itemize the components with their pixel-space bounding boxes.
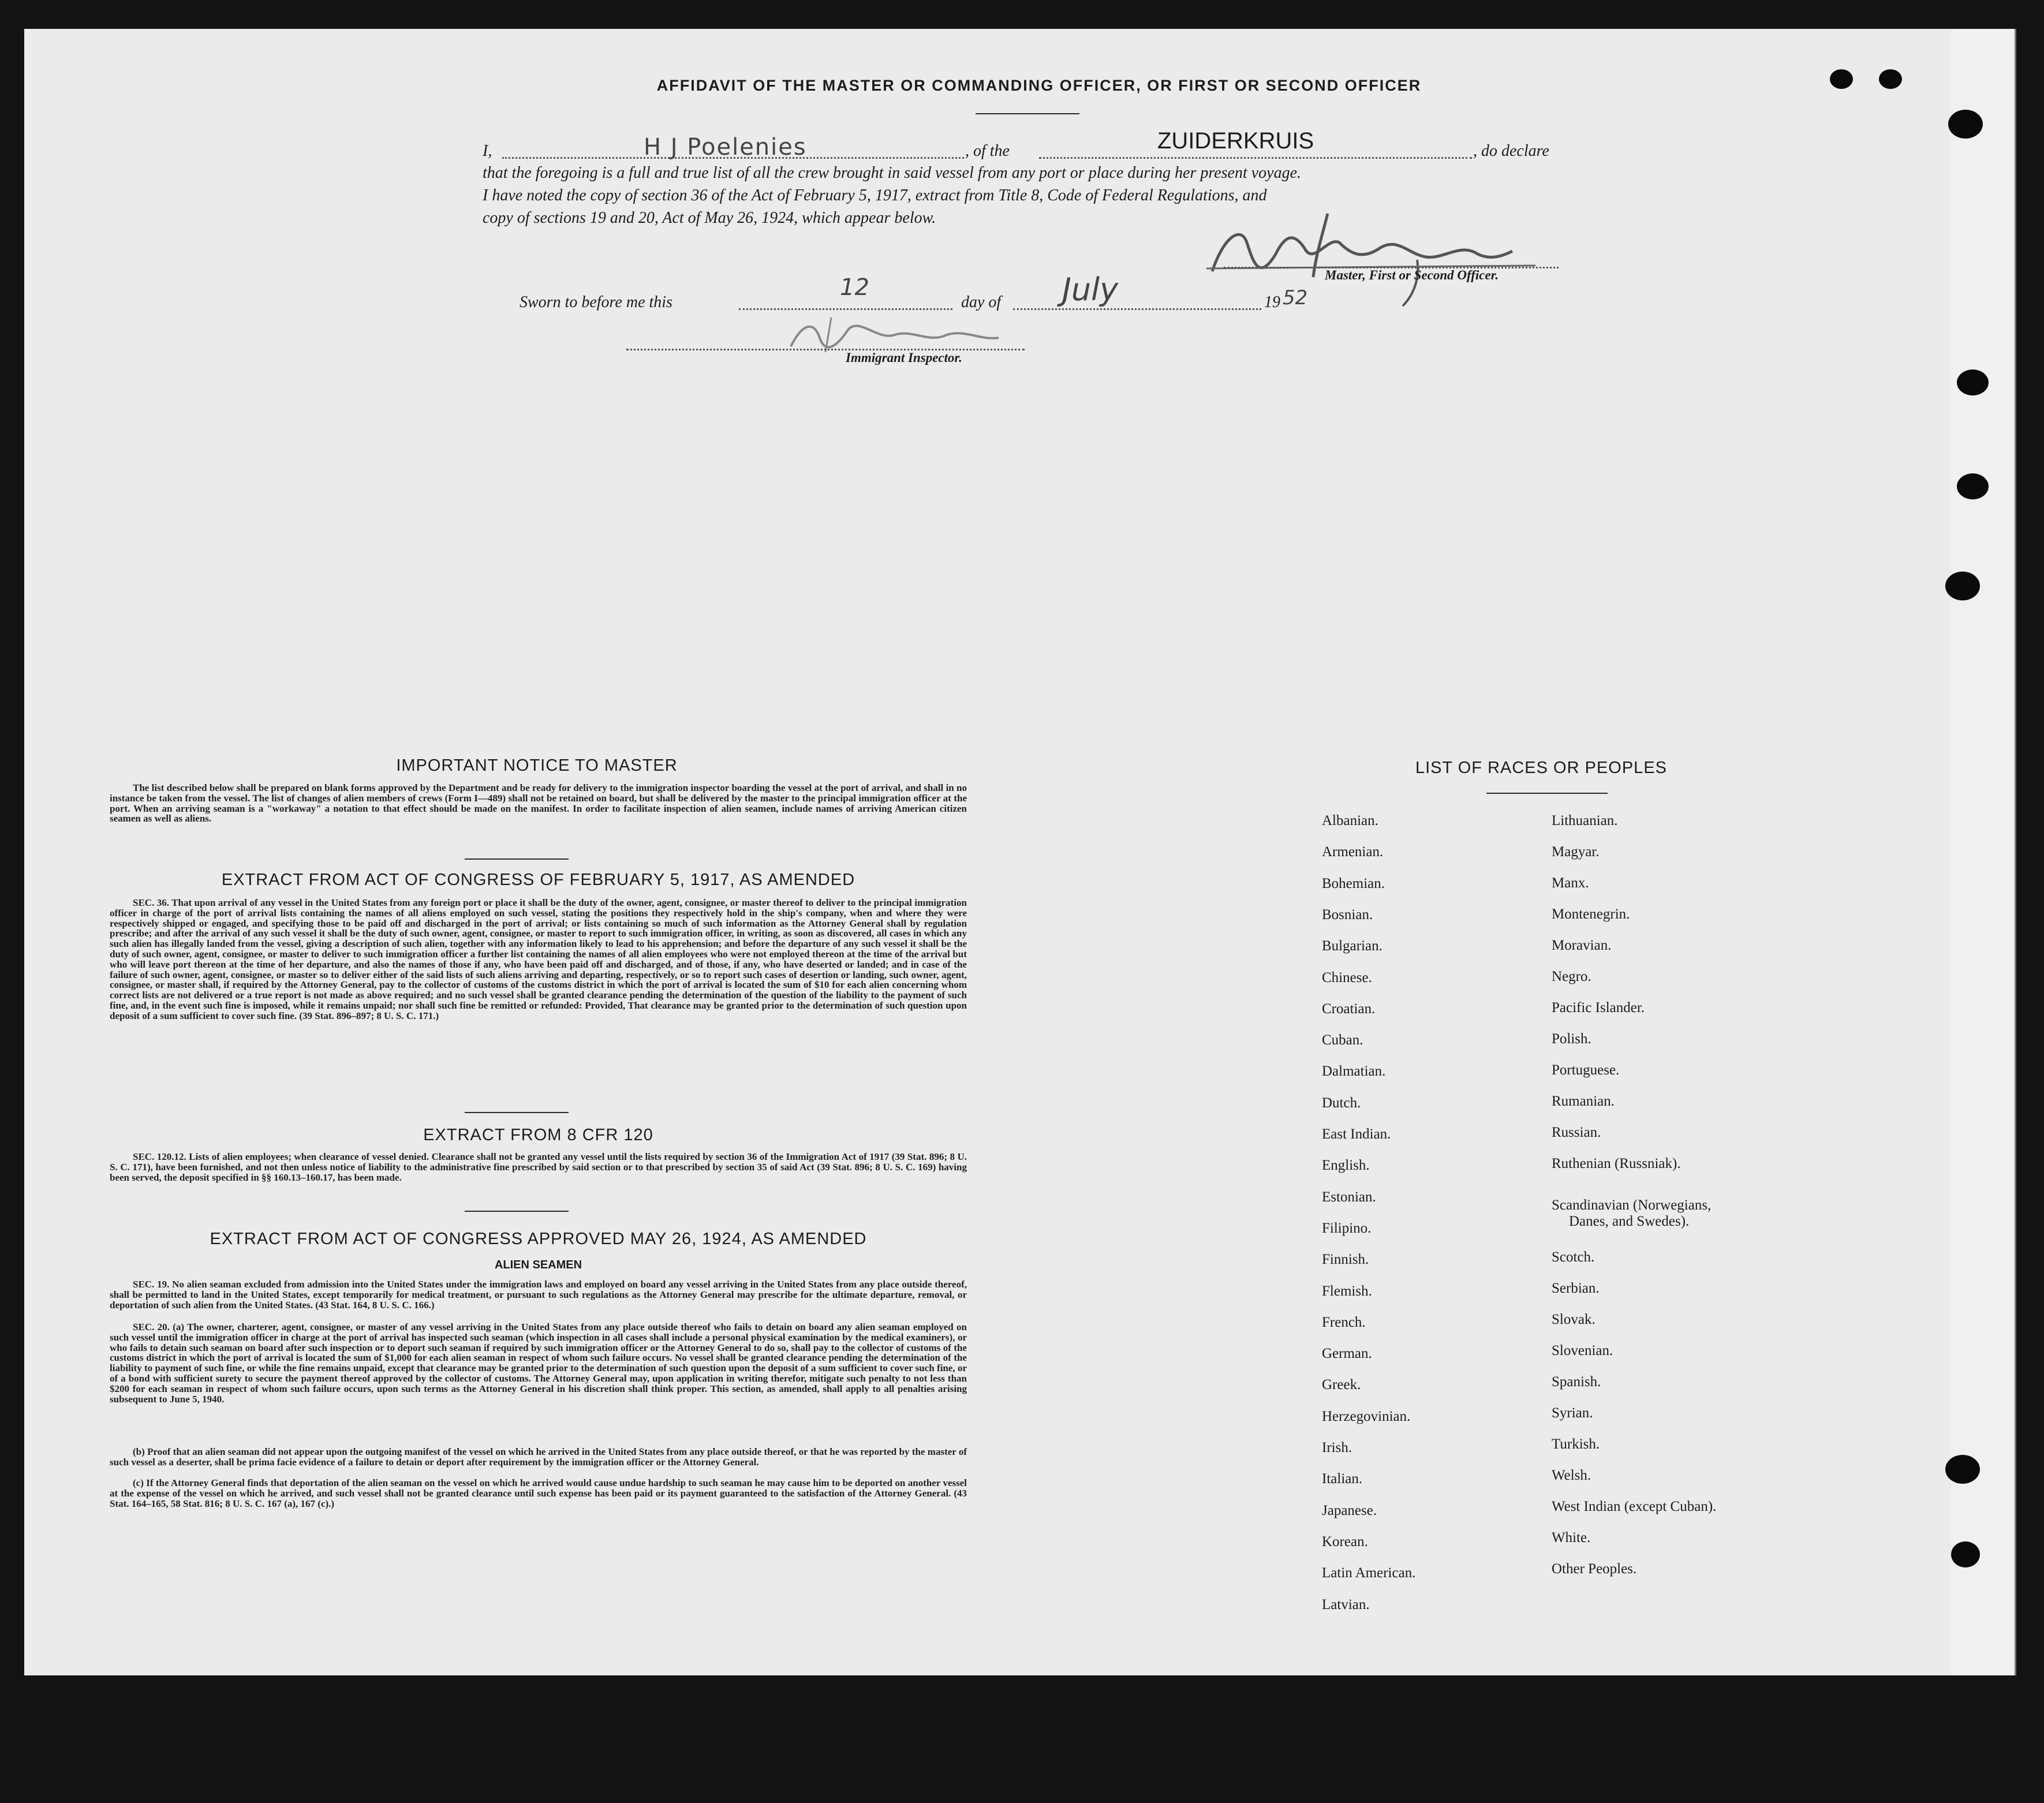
race-item: Latin American. [1322,1565,1416,1581]
races-title: LIST OF RACES OR PEOPLES [1415,759,1668,777]
month-value: July [1062,271,1119,308]
punch-hole [1948,110,1983,139]
race-item: Cuban. [1322,1032,1363,1048]
race-item: Greek. [1322,1377,1361,1393]
day-value: 12 [840,274,869,301]
punch-hole [1945,572,1980,600]
race-item: Other Peoples. [1552,1561,1637,1577]
race-item: Chinese. [1322,969,1372,986]
sworn-label: Sworn to before me this [520,293,672,311]
race-item: Moravian. [1552,938,1612,953]
of-the-label: , of the [965,142,1010,160]
punch-hole [1957,473,1989,499]
race-item: Flemish. [1322,1283,1372,1299]
race-item: Magyar. [1552,844,1600,860]
race-item: Serbian. [1552,1281,1600,1296]
race-item: Russian. [1552,1125,1601,1140]
race-item: Spanish. [1552,1374,1601,1390]
year-prefix: 19 [1264,293,1280,311]
sec20a-text: SEC. 20. (a) The owner, charterer, agent, consignee, or master of any vessel arriving in the United States from any place outside thereof who fails to detain on board any alien seaman employed on such vessel until the immigration officer in charge at the port of arrival has inspected such seaman (which inspection in all cases shall include a personal physical examination by the medical examiners), or who fails to detain such seaman on board after such inspection or to deport such seaman if required by such immigration officer or the Attorney General to do so, shall pay to the collector of customs of the customs district in which the port of arrival is located the sum of $1,000 for each alien seaman in respect of whom such failure occurs. No vessel shall be granted clearance pending the determination of the liability to payment of such fine, or while the fine remains unpaid, except that clearance may be granted prior to the determination of such question upon the deposit of a sum sufficient to cover such fine, or of a bond with sufficient surety to secure the payment thereof approved by the collector of customs. The Attorney General may, upon application in writing therefor, mitigate such penalty to not less than $200 for each seaman in respect of whom such failure occurs, upon such terms as the Attorney General in his discretion shall think proper. This section, as amended, shall apply to all penalties arising subsequent to June 5, 1940. [110,1322,967,1405]
race-item: Croatian. [1322,1001,1376,1017]
punch-hole [1957,369,1989,395]
affidavit-line-2: that the foregoing is a full and true list of all the crew brought in said vessel from any port or place during her present voyage. [483,164,1302,182]
race-item: Negro. [1552,969,1591,984]
race-item: Turkish. [1552,1436,1600,1452]
affidavit-line-3: I have noted the copy of section 36 of the Act of February 5, 1917, extract from Title 8, Code of Federal Regulations, and [483,186,1267,204]
race-item: Welsh. [1552,1468,1591,1483]
month-line [1013,308,1261,310]
race-item: Manx. [1552,875,1589,891]
race-item: Italian. [1322,1471,1363,1487]
sec20b-text: (b) Proof that an alien seaman did not appear upon the outgoing manifest of the vessel on which he arrived in the United States from any place outside thereof, or that he was reported by the master of such vessel as a deserter, shall be prima facie evidence of a failure to detain or deport after requirement by the immigration officer or the Attorney General. [110,1446,967,1468]
race-item: Herzegovinian. [1322,1408,1411,1424]
race-item: Albanian. [1322,813,1378,828]
i-label: I, [483,142,492,160]
race-item: Bohemian. [1322,875,1385,891]
race-item: Estonian. [1322,1189,1376,1205]
race-item: Latvian. [1322,1596,1370,1612]
race-item: Korean. [1322,1533,1368,1550]
vessel-name: ZUIDERKRUIS [1157,128,1314,154]
extract-1917-title: EXTRACT FROM ACT OF CONGRESS OF FEBRUARY 5, 1917, AS AMENDED [221,871,855,889]
affidavit-line-4: copy of sections 19 and 20, Act of May 26, 1924, which appear below. [483,209,936,227]
race-item: Filipino. [1322,1220,1372,1236]
notice-text: The list described below shall be prepared on blank forms approved by the Department and be ready for delivery to the immigration inspector boarding the vessel at the port of arrival, and shall in no instance be taken from the vessel. The list of changes of alien members of crews (Form I—489) shall not be retained on board, but shall be delivered by the master to the principal immigration officer at the port. When an arriving seaman is a "workaway" a notation to that effect should be made on the manifest. In order to facilitate inspection of alien seamen, include names of arriving American citizen seamen as well as aliens. [110,782,967,824]
extract-1917-text: SEC. 36. That upon arrival of any vessel in the United States from any foreign port or place it shall be the duty of the owner, agent, consignee, or master thereof to deliver to the principal immigration officer in charge of the port of arrival lists containing the names of all aliens employed on such vessel, stating the positions they respectively hold in the ship's company, when and where they were respectively shipped or engaged, and specifying those to be paid off and discharged in the port of arrival; or lists containing so much of such information as the Attorney General shall by regulation prescribe; and after the arrival of any such vessel it shall be the duty of such owner, agent, consignee, or master to report to such immigration officer, in writing, as soon as discovered, all cases in which any such alien has illegally landed from the vessel, giving a description of such alien, together with any information likely to lead to his apprehension; and before the departure of any such vessel it shall be the duty of such owner, agent, consignee, or master to deliver to such immigration officer a further list containing the names of all alien employees who were not employed thereon at the time of the arrival but who will leave port thereon at the time of her departure, and also the names of those if any, who have been paid off and discharged, and of those, if any, who have deserted or landed; and in case of the failure of such owner, agent, consignee, or master so to deliver either of the said lists of such aliens arriving and departing, respectively, or so to report such cases of desertion or landing, such owner, agent, consignee, or master shall, if required by the Attorney General, pay to the collector of customs of the customs district in which the port of arrival is located the sum of $10 for each alien concerning whom correct lists are not delivered or a true report is not made as above required; and no such vessel shall be granted clearance pending the determination of the question of the liability to the payment of such fine, and, in the event such fine is imposed, while it remains unpaid; nor shall such fine be remitted or refunded: Provided, That clearance may be granted prior to the determination of such question upon deposit of a sum sufficient to cover such fine. (39 Stat. 896–897; 8 U. S. C. 171.) [110,897,967,1021]
notice-title: IMPORTANT NOTICE TO MASTER [396,756,678,775]
divider [465,1112,569,1113]
day-of-label: day of [961,293,1002,311]
race-item: Scandinavian (Norwegians, [1552,1197,1712,1213]
race-item: White. [1552,1530,1591,1546]
master-signature [1189,202,1559,312]
race-item: German. [1322,1346,1372,1362]
vessel-line [1039,157,1472,159]
race-item: Rumanian. [1552,1093,1615,1109]
punch-hole [1951,1541,1980,1567]
race-item: Danes, and Swedes). [1569,1214,1690,1229]
do-declare-label: , do declare [1473,142,1549,160]
inspector-line [626,349,1025,350]
extract-1924-subtitle: ALIEN SEAMEN [494,1259,582,1271]
race-item: Bulgarian. [1322,938,1382,954]
sec20c-text: (c) If the Attorney General finds that deportation of the alien seaman on the vessel on which he arrived would cause undue hardship to such seaman he may cause him to be deported on another vessel at the expense of the vessel on which he arrived, and such vessel shall not be granted clearance until such expense has been paid or its payment guaranteed to the satisfaction of the Attorney General. (43 Stat. 164–165, 58 Stat. 816; 8 U. S. C. 167 (a), 167 (c).) [110,1477,967,1509]
year-value: 52 [1283,286,1308,309]
document-sheet [24,29,2000,1675]
race-item: Scotch. [1552,1249,1595,1265]
race-item: Ruthenian (Russniak). [1552,1156,1681,1171]
race-item: East Indian. [1322,1126,1391,1142]
race-item: West Indian (except Cuban). [1552,1499,1717,1514]
race-item: Portuguese. [1552,1062,1620,1078]
master-name: H J Poelenies [644,134,807,160]
race-item: Polish. [1552,1031,1591,1047]
race-item: Montenegrin. [1552,906,1630,922]
race-item: Syrian. [1552,1405,1593,1421]
extract-cfr-title: EXTRACT FROM 8 CFR 120 [423,1126,653,1144]
race-item: Finnish. [1322,1252,1369,1268]
race-item: Armenian. [1322,844,1384,860]
affidavit-title: AFFIDAVIT OF THE MASTER OR COMMANDING OFFICER, OR FIRST OR SECOND OFFICER [656,77,1422,94]
extract-cfr-text: SEC. 120.12. Lists of alien employees; when clearance of vessel denied. Clearance shall not be granted any vessel until the lists required by section 36 of the Immigration Act of 1917 (39 Stat. 896; 8 U. S. C. 171), have been furnished, and not then unless notice of liability to the administrative fine prescribed by said section or to that prescribed by section 35 of said Act (39 Stat. 896; 8 U. S. C. 169) having been served, the deposit specified in §§ 160.13–160.17, has been made. [110,1151,967,1183]
sec19-text: SEC. 19. No alien seaman excluded from admission into the United States under the immigration laws and employed on board any vessel arriving in the United States from any place outside thereof, shall be permitted to land in the United States, except temporarily for medical treatment, or pursuant to such regulations as the Attorney General may prescribe for the ultimate departure, removal, or deportation of such alien from the United States. (43 Stat. 164, 8 U. S. C. 166.) [110,1279,967,1311]
race-item: French. [1322,1314,1366,1330]
master-caption: Master, First or Second Officer. [1325,268,1499,282]
extract-1924-title: EXTRACT FROM ACT OF CONGRESS APPROVED MAY 26, 1924, AS AMENDED [210,1230,867,1248]
race-item: Pacific Islander. [1552,1000,1645,1016]
title-underline [976,113,1079,114]
punch-hole [1879,69,1902,89]
page-edge [1951,29,2016,1675]
divider [465,858,569,860]
divider [1486,793,1608,794]
inspector-caption: Immigrant Inspector. [846,350,962,365]
race-item: Slovak. [1552,1312,1595,1327]
race-item: Lithuanian. [1552,813,1618,828]
race-item: Irish. [1322,1440,1352,1455]
punch-hole [1945,1455,1980,1484]
race-item: Dalmatian. [1322,1063,1386,1080]
race-item: English. [1322,1158,1370,1174]
punch-hole [1830,69,1853,89]
race-item: Japanese. [1322,1502,1377,1518]
day-line [739,308,952,310]
divider [465,1211,569,1212]
race-item: Slovenian. [1552,1343,1613,1358]
race-item: Bosnian. [1322,906,1373,923]
race-item: Dutch. [1322,1095,1361,1111]
